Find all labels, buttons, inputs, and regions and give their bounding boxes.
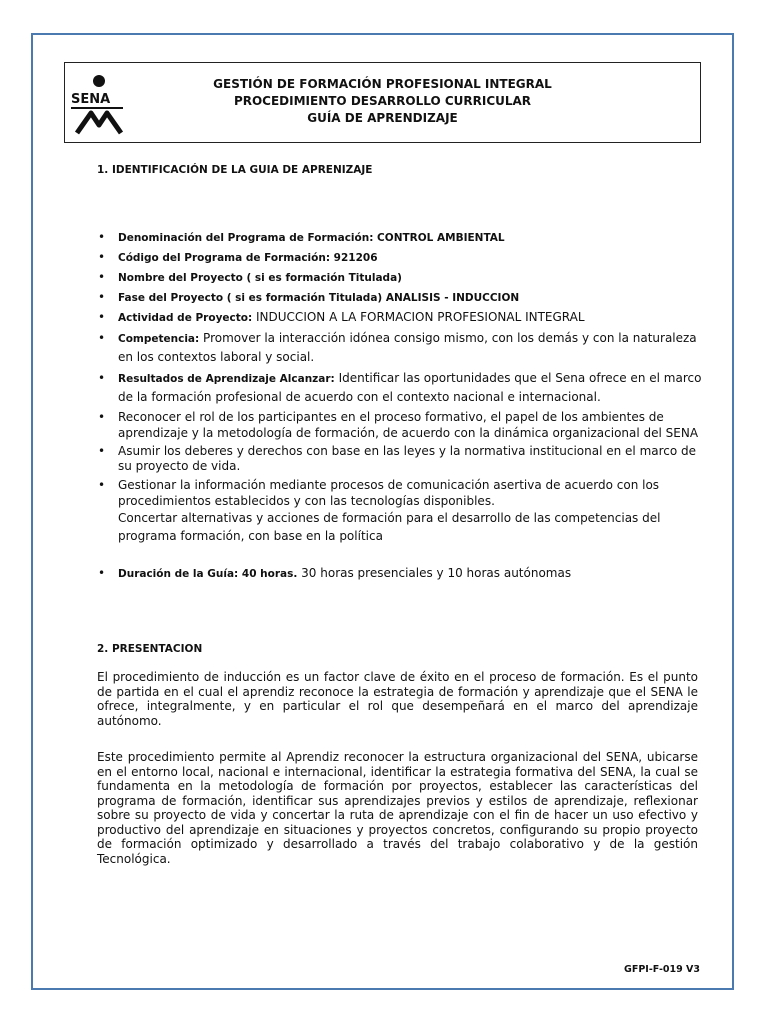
list-item: • Resultados de Aprendizaje Alcanzar: Identificar las oportunidades que el Sena ofrece en el marco de la formación profesional de acuerdo con el contexto nacional e internacional. (98, 369, 702, 406)
header-line-1: GESTIÓN DE FORMACIÓN PROFESIONAL INTEGRAL (213, 77, 552, 91)
list-item: • Denominación del Programa de Formación: CONTROL AMBIENTAL (98, 229, 702, 246)
sena-logo-text: SENA (71, 92, 111, 107)
section-2-title: 2. PRESENTACION (97, 643, 203, 655)
list-item: • Asumir los deberes y derechos con base en las leyes y la normativa institucional en el marco de su proyecto de vida. (98, 444, 702, 474)
form-code: GFPI-F-019 V3 (624, 964, 700, 975)
header-line-3: GUÍA DE APRENDIZAJE (307, 111, 458, 125)
list-item: • Actividad de Proyecto: INDUCCION A LA FORMACION PROFESIONAL INTEGRAL (98, 309, 702, 326)
list-item: • Duración de la Guía: 40 horas. 30 horas presenciales y 10 horas autónomas (98, 565, 702, 582)
list-item: • Competencia: Promover la interacción idónea consigo mismo, con los demás y con la naturaleza en los contextos laboral y social. (98, 329, 702, 366)
list-item: • Gestionar la información mediante procesos de comunicación asertiva de acuerdo con los procedimientos establecidos y con las tecnologías disponibles. Concertar alternativas y acciones de formación para el desarrollo de las competencias del programa formación, con base en la política (98, 477, 702, 545)
list-item: • Código del Programa de Formación: 921206 (98, 249, 702, 266)
list-item: • Reconocer el rol de los participantes en el proceso formativo, el papel de los ambientes de aprendizaje y la metodología de formación, de acuerdo con la dinámica organizacional del SENA (98, 409, 702, 441)
section-1-title: 1. IDENTIFICACIÓN DE LA GUIA DE APRENIZAJE (97, 164, 373, 176)
document-header (64, 62, 701, 143)
list-item: • Nombre del Proyecto ( si es formación Titulada) (98, 269, 702, 286)
list-item: • Fase del Proyecto ( si es formación Titulada) ANALISIS - INDUCCION (98, 289, 702, 306)
paragraph: El procedimiento de inducción es un factor clave de éxito en el proceso de formación. Es el punto de partida en el cual el aprendiz reconoce la estrategia de formación y aprendizaje que el SENA le ofrece, integralmente, y en particular el rol que desempeñará en el marco del aprendizaje autónomo. (97, 670, 698, 728)
header-titles (65, 76, 700, 127)
identification-list (98, 229, 702, 585)
header-line-2: PROCEDIMIENTO DESARROLLO CURRICULAR (233, 94, 532, 108)
paragraph: Este procedimiento permite al Aprendiz reconocer la estructura organizacional del SENA, ubicarse en el entorno local, nacional e internacional, identificar la estrategia formativa del SENA, la cual se fundamenta en la metodología de formación por proyectos, establecer las características del programa de formación, identificar sus aprendizajes previos y estilos de aprendizaje, reflexionar sobre su proyecto de vida y concertar la ruta de aprendizaje con el fin de hacer un uso efectivo y productivo del aprendizaje en situaciones y proyectos concretos, configurando su propio proyecto de formación optimizado y desarrollado a través del trabajo colaborativo y de la gestión Tecnológica. (97, 750, 698, 866)
